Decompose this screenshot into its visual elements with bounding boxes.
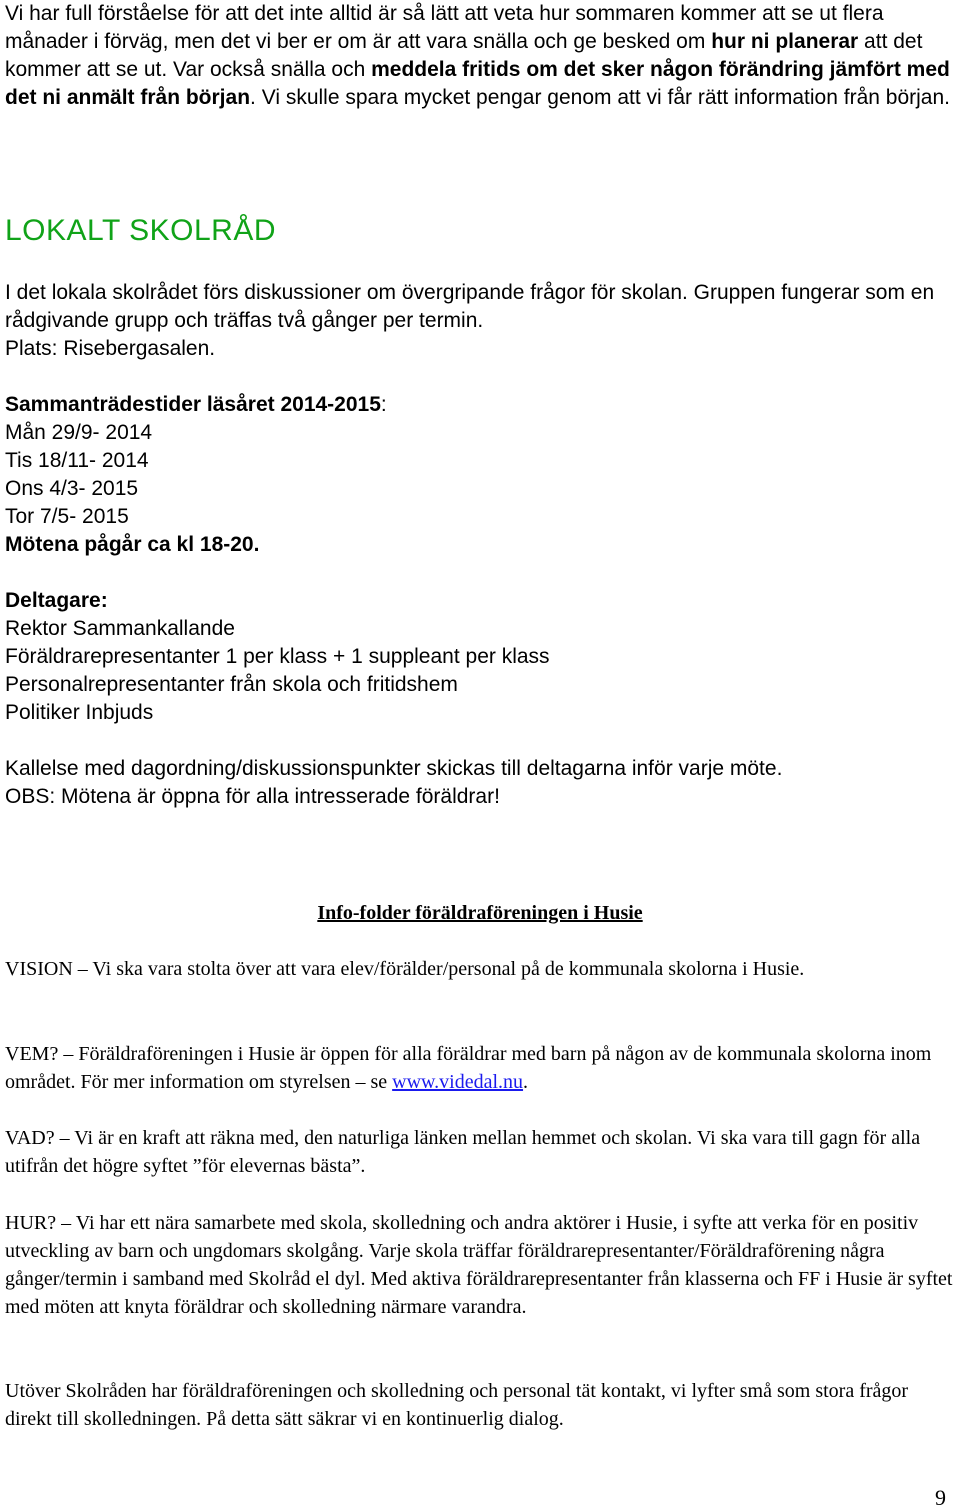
vision-paragraph: VISION – Vi ska vara stolta över att vara elev/förälder/personal på de kommunala skolorna i Husie. (5, 958, 805, 980)
intro-paragraph (5, 0, 955, 112)
vem-paragraph: VEM? – Föräldraföreningen i Husie är öppen för alla föräldrar med barn på någon av de kommunala skolorna inom området. För mer information om styrelsen – se www.videdal.nu. (5, 1043, 932, 1093)
skolrad-section (5, 279, 955, 811)
schedule-date: Tis 18/11- 2014 (5, 449, 149, 472)
participant-item: Personalrepresentanter från skola och fritidshem (5, 673, 458, 696)
intro-bold-notify: meddela fritids om det sker någon förändring jämfört med det ni anmält från början (5, 58, 950, 109)
schedule-date: Ons 4/3- 2015 (5, 477, 139, 500)
participant-item: Rektor Sammankallande (5, 617, 235, 640)
hur-paragraph: HUR? – Vi har ett nära samarbete med skola, skolledning och andra aktörer i Husie, i syfte att verka för en positiv utveckling av barn och ungdomars skolgång. Varje skola träffar föräldrarepresentanter/Föräldraförening några gånger/termin i samband med Skolråd el dyl. Med aktiva föräldrarepresentanter från klasserna och FF i Husie är syftet med möten att knyta föräldrar och skolledning närmare varandra. (5, 1212, 953, 1318)
schedule-heading: Sammanträdestider läsåret 2014-2015: (5, 393, 387, 416)
schedule-title: Sammanträdestider läsåret 2014-2015 (5, 393, 381, 416)
info-title: Info-folder föräldraföreningen i Husie (317, 902, 643, 924)
videdal-link[interactable]: www.videdal.nu (392, 1071, 524, 1093)
intro-text: att det kommer att se ut. Var också snälla och (5, 30, 923, 81)
page-number: 9 (935, 1485, 946, 1510)
intro-text: Vi har full förståelse för att det inte alltid är så lätt att veta hur sommaren kommer att se ut flera månader i förväg, men det vi ber er om är att vara snälla och ge besked om (5, 2, 884, 53)
participant-item: Föräldrarepresentanter 1 per klass + 1 suppleant per klass (5, 645, 550, 668)
schedule-date: Tor 7/5- 2015 (5, 505, 129, 528)
skolrad-location: Plats: Risebergasalen. (5, 337, 216, 360)
schedule-date: Mån 29/9- 2014 (5, 421, 153, 444)
participants-heading: Deltagare: (5, 589, 108, 612)
section-heading-skolrad: LOKALT SKOLRÅD (5, 214, 276, 247)
skolrad-description: I det lokala skolrådet förs diskussioner om övergripande frågor för skolan. Gruppen fungerar som en rådgivande grupp och träffas två gånger per termin. (5, 281, 935, 332)
utover-paragraph: Utöver Skolråden har föräldraföreningen och skolledning och personal tät kontakt, vi lyfter små som stora frågor direkt till skolledningen. På detta sätt säkrar vi en kontinuerlig dialog. (5, 1380, 909, 1430)
meeting-time: Mötena pågår ca kl 18-20. (5, 533, 260, 556)
participant-item: Politiker Inbjuds (5, 701, 154, 724)
invitation-text: Kallelse med dagordning/diskussionspunkter skickas till deltagarna inför varje möte. (5, 757, 783, 780)
intro-text: . Vi skulle spara mycket pengar genom att vi får rätt information från början. (250, 86, 950, 109)
open-meetings-note: OBS: Mötena är öppna för alla intresserade föräldrar! (5, 785, 500, 808)
vad-paragraph: VAD? – Vi är en kraft att räkna med, den naturliga länken mellan hemmet och skolan. Vi ska vara till gagn för alla utifrån det högre syftet ”för elevernas bästa”. (5, 1127, 921, 1177)
intro-bold-plan: hur ni planerar (711, 30, 859, 53)
